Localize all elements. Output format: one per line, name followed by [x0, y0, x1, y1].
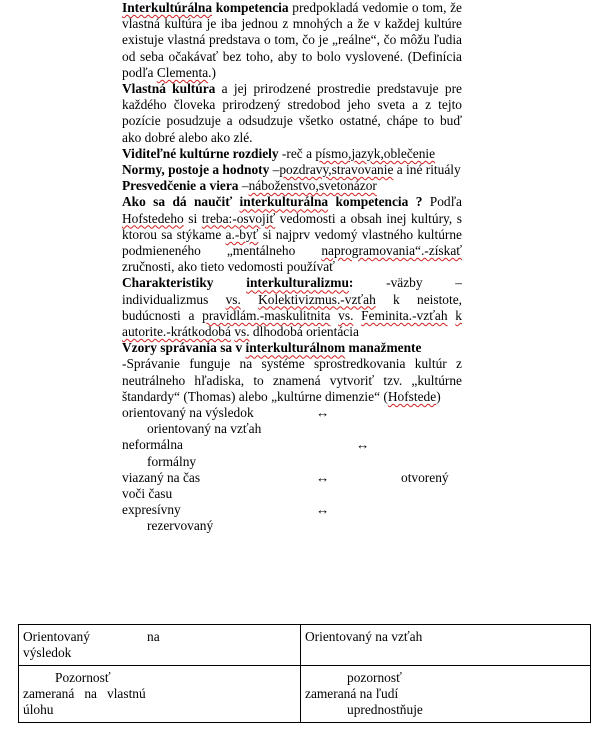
term: Interkultúrálna: [122, 0, 213, 15]
text: naprogramovania“.-získať: [321, 243, 462, 259]
dimensions-list: [122, 405, 462, 535]
table-row: [19, 666, 591, 723]
dimension-label: formálny: [147, 453, 197, 469]
term: Presvedčenie a viera: [122, 178, 239, 194]
dimension-label: orientovaný na vzťah: [147, 421, 262, 437]
name-clement: Clementa: [156, 64, 209, 80]
heading-behavior-patterns: [122, 340, 462, 356]
cell-text: Orientovaný: [23, 629, 90, 644]
text: vs.: [234, 324, 250, 340]
dimension-label: neformálna: [122, 437, 183, 453]
paragraph-norms: [122, 162, 462, 178]
cell-text: zameraná na ľudí: [305, 686, 399, 701]
text: .): [208, 64, 216, 80]
dimension-label: expresívny: [122, 502, 181, 518]
term: Viditeľné kultúrne rozdiely: [122, 145, 279, 161]
text: Kolektivizmus.-vzťah: [258, 291, 376, 307]
term: interkulturalizmu: [246, 275, 349, 291]
paragraph-intercultural-competence: [122, 0, 462, 81]
text: dlhodobá orientácia: [249, 324, 359, 340]
text: -Správanie funguje na systéme sprostredkovania kultúr z neutrálneho hľadiska, to znamená vytvoriť tzv. „kultúrne štandardy“ (Thomas) alebo „kultúrne dimenzie“ (: [122, 356, 462, 404]
text: –: [269, 162, 280, 178]
dimension-row: [122, 486, 462, 502]
dimension-label: orientovaný na výsledok: [122, 405, 254, 421]
text: písmo,jazyk,oblečenie: [315, 145, 436, 161]
text: ): [436, 388, 441, 404]
cell-text: Orientovaný na vzťah: [305, 629, 423, 644]
paragraph-behavior: [122, 356, 462, 405]
cell-text: zameraná na vlastnú: [23, 686, 146, 701]
text: k neistote, budúcnosti a: [122, 291, 462, 323]
arrow-icon: ↔: [316, 502, 330, 518]
dimension-label: rezervovaný: [147, 518, 214, 534]
dimension-row: [122, 502, 462, 518]
term: Normy, postoje a hodnoty: [122, 162, 270, 178]
dimension-row: [122, 405, 462, 421]
text: –: [238, 178, 249, 194]
table-cell: [19, 625, 301, 666]
text: manažmente: [345, 340, 422, 356]
arrow-icon: ↔: [356, 437, 370, 453]
dimension-row: [122, 518, 462, 534]
table-cell: [301, 666, 591, 723]
text: pravidlám.-maskulitnita: [202, 307, 331, 323]
cell-text: úlohu: [23, 702, 54, 717]
text: si: [183, 210, 202, 226]
text: Vzory správania sa v: [122, 340, 246, 356]
text: treba:-osvojiť: [201, 210, 276, 226]
paragraph-own-culture: [122, 81, 462, 146]
dimension-label: voči času: [122, 486, 173, 502]
dimension-label: otvorený: [401, 469, 449, 485]
dimension-label: viazaný na čas: [122, 469, 201, 485]
text: -reč a: [278, 145, 316, 161]
question: interkulturálna: [239, 194, 329, 210]
question: kompetencia ?: [328, 194, 423, 210]
text: si najprv vedomý vlastného kultúrne podmieneného „mentálneho: [122, 226, 462, 259]
text: pozdravy,stravovanie: [279, 162, 394, 178]
text: a.-byť: [225, 226, 259, 242]
table-cell: [19, 666, 301, 723]
text: a iné rituály: [393, 162, 461, 178]
text: náboženstvo,svetonázor: [248, 178, 377, 194]
text: Podľa: [422, 194, 463, 210]
arrow-icon: ↔: [316, 405, 330, 421]
text: interkulturálnom: [245, 340, 346, 356]
dimension-row: [122, 421, 462, 437]
question: Ako sa dá naučiť: [122, 194, 240, 210]
cell-text: pozornosť: [347, 670, 402, 685]
term: Vlastná kultúra: [122, 81, 216, 97]
paragraph-visible-differences: [122, 146, 462, 162]
cell-text: výsledok: [23, 645, 72, 660]
text: zručnosti, ako tieto vedomosti používať: [122, 259, 335, 275]
term: Charakteristiky: [122, 275, 214, 291]
paragraph-beliefs: [122, 178, 462, 194]
cell-text: Pozornosť: [55, 670, 111, 685]
text: vedomosti a obsah inej kultúry, s ktorou sa stýkame: [122, 210, 462, 242]
text: Hofstedeho: [122, 210, 184, 226]
comparison-table: [18, 624, 591, 723]
table-row: [19, 625, 591, 666]
dimension-row: [122, 437, 462, 453]
text: vs.: [338, 307, 354, 323]
cell-text: uprednostňuje: [347, 702, 423, 717]
text-column: [122, 0, 462, 535]
arrow-icon: ↔: [316, 469, 330, 485]
text: Hofstede: [387, 388, 437, 404]
text: k autorite.-krátkodobá: [122, 307, 462, 340]
text: vs.: [225, 291, 241, 307]
dimension-row: [122, 454, 462, 470]
text: a jej prirodzené prostredie predstavuje pre každého človeka prirodzený stredobod jeho sveta a z tejto pozície posudzuje a odsudzuje všetko ostatné, chápe to buď ako dobré alebo ako zlé.: [122, 81, 462, 145]
text: Feminita.-vzťah: [361, 307, 448, 323]
table-cell: [301, 625, 591, 666]
cell-text: na: [147, 629, 160, 644]
term: :: [348, 275, 354, 291]
text: predpokladá vedomie o tom, že vlastná kultúra je iba jednou z mnohých a že v každej kultúre existuje vlastná predstava o tom, čo je „reálne“, čo môžu ľudia od seba očakávať bez toho, aby to bolo vyslovené. (Definícia podľa: [122, 0, 463, 80]
paragraph-characteristics: [122, 275, 462, 340]
paragraph-how-to-learn: [122, 194, 462, 275]
term-rest: kompetencia: [212, 0, 289, 15]
dimension-row: [122, 470, 462, 486]
text: -väzby – individualizmus: [122, 275, 462, 307]
